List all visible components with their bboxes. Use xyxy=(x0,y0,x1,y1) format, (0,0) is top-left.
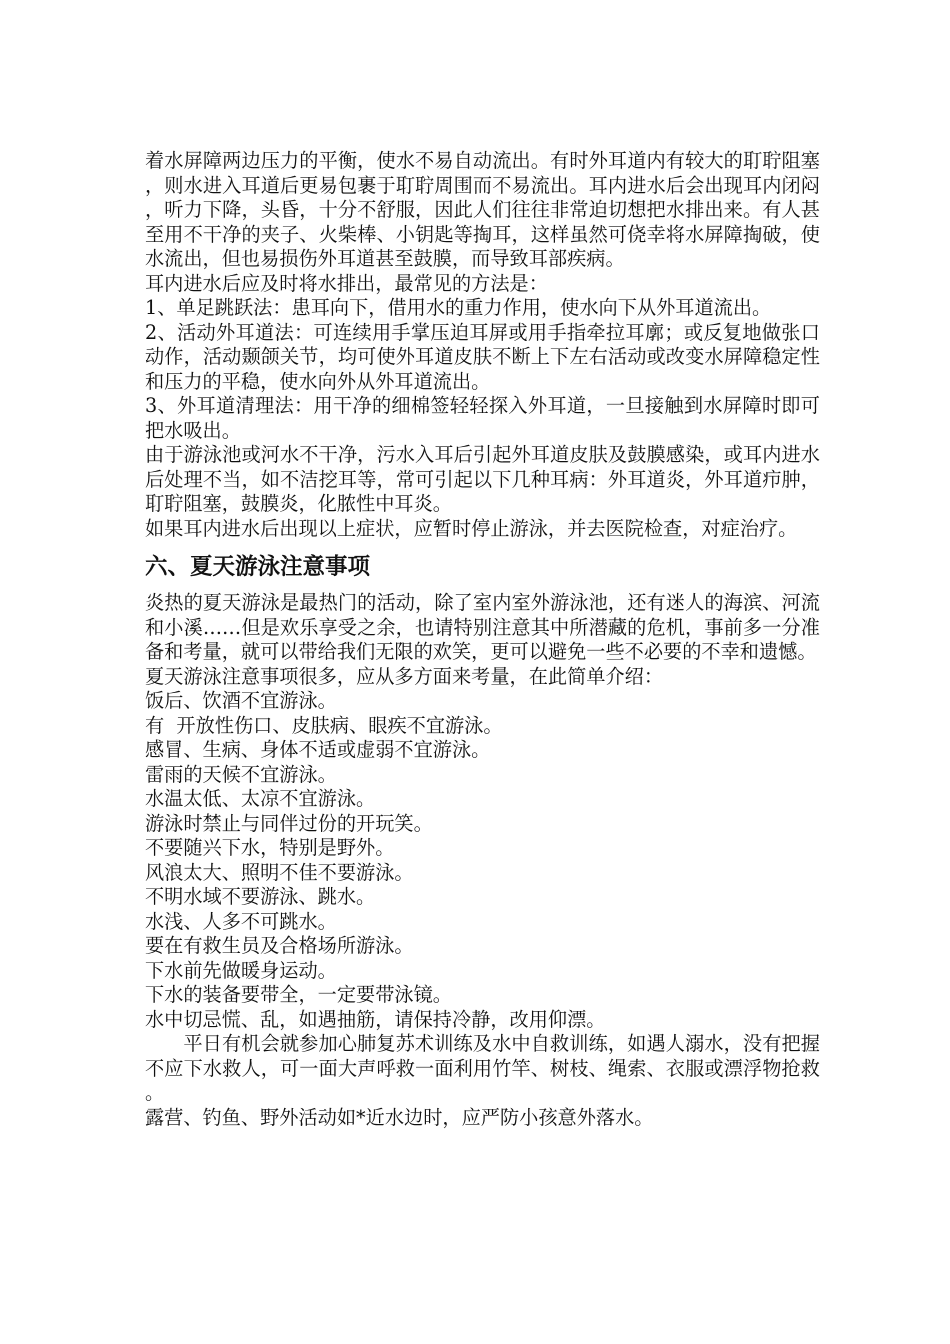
list-item: 游泳时禁止与同伴过份的开玩笑。 xyxy=(145,811,433,835)
list-item: 风浪太大、照明不佳不要游泳。 xyxy=(145,860,414,884)
body-paragraph: 由于游泳池或河水不干净，污水入耳后引起外耳道皮肤及鼓膜感染，或耳内进水后处理不当，如不洁挖耳等，常可引起以下几种耳病：外耳道炎，外耳道疖肿，耵聍阻塞，鼓膜炎，化脓性中耳炎。 xyxy=(145,443,820,515)
list-item: 饭后、饮酒不宜游泳。 xyxy=(145,689,337,712)
body-paragraph: 如果耳内进水后出现以上症状，应暂时停止游泳，并去医院检查，对症治疗。 xyxy=(145,516,798,540)
list-item: 水浅、人多不可跳水。 xyxy=(145,909,337,933)
method-item: 2、活动外耳道法：可连续用手掌压迫耳屏或用手指牵拉耳廓；或反复地做张口动作，活动颞颌关节，均可使外耳道皮肤不断上下左右活动或改变水屏障稳定性和压力的平稳，使水向外从外耳道流出。 xyxy=(145,320,820,393)
method-item: 3、外耳道清理法：用干净的细棉签轻轻探入外耳道，一旦接触到水屏障时即可把水吸出。 xyxy=(145,394,820,442)
list-item: 有 开放性伤口、皮肤病、眼疾不宜游泳。 xyxy=(145,713,503,737)
body-paragraph: 耳内进水后应及时将水排出，最常见的方法是： xyxy=(145,271,548,295)
document-page xyxy=(145,149,820,1130)
list-item: 雷雨的天候不宜游泳。 xyxy=(145,762,337,786)
list-item: 感冒、生病、身体不适或虚弱不宜游泳。 xyxy=(145,738,491,761)
list-item: 水温太低、太凉不宜游泳。 xyxy=(145,787,376,810)
closing-paragraph: 露营、钓鱼、野外活动如*近水边时，应严防小孩意外落水。 xyxy=(145,1105,654,1129)
rescue-paragraph: 平日有机会就参加心肺复苏术训练及水中自救训练，如遇人溺水，没有把握不应下水救人，可一面大声呼救一面利用竹竿、树枝、绳索、衣服或漂浮物抢救。 xyxy=(145,1032,820,1104)
list-item: 不明水域不要游泳、跳水。 xyxy=(145,885,376,908)
section-heading: 六、夏天游泳注意事项 xyxy=(145,554,371,580)
list-item: 要在有救生员及合格场所游泳。 xyxy=(145,934,414,957)
body-paragraph: 着水屏障两边压力的平衡，使水不易自动流出。有时外耳道内有较大的耵聍阻塞，则水进入耳道后更易包裹于耵聍周围而不易流出。耳内进水后会出现耳内闭闷，听力下降，头昏，十分不舒服，因此人们往往非常迫切想把水排出来。有人甚至用不干净的夹子、火柴棒、小钥匙等掏耳，这样虽然可侥幸将水屏障掏破，使水流出，但也易损伤外耳道甚至鼓膜，而导致耳部疾病。 xyxy=(145,149,820,270)
list-item: 不要随兴下水，特别是野外。 xyxy=(145,836,395,859)
method-item: 1、单足跳跃法：患耳向下，借用水的重力作用，使水向下从外耳道流出。 xyxy=(145,296,772,319)
lead-paragraph: 夏天游泳注意事项很多，应从多方面来考量，在此简单介绍： xyxy=(145,664,664,688)
intro-paragraph: 炎热的夏天游泳是最热门的活动，除了室内室外游泳池，还有迷人的海滨、河流和小溪……但是欢乐享受之余，也请特别注意其中所潜藏的危机，事前多一分准备和考量，就可以带给我们无限的欢笑，更可以避免一些不必要的不幸和遗憾。 xyxy=(145,591,820,663)
list-item: 下水的装备要带全，一定要带泳镜。 xyxy=(145,983,452,1006)
list-item: 下水前先做暖身运动。 xyxy=(145,958,337,982)
list-item: 水中切忌慌、乱，如遇抽筋，请保持冷静，改用仰漂。 xyxy=(145,1007,606,1031)
